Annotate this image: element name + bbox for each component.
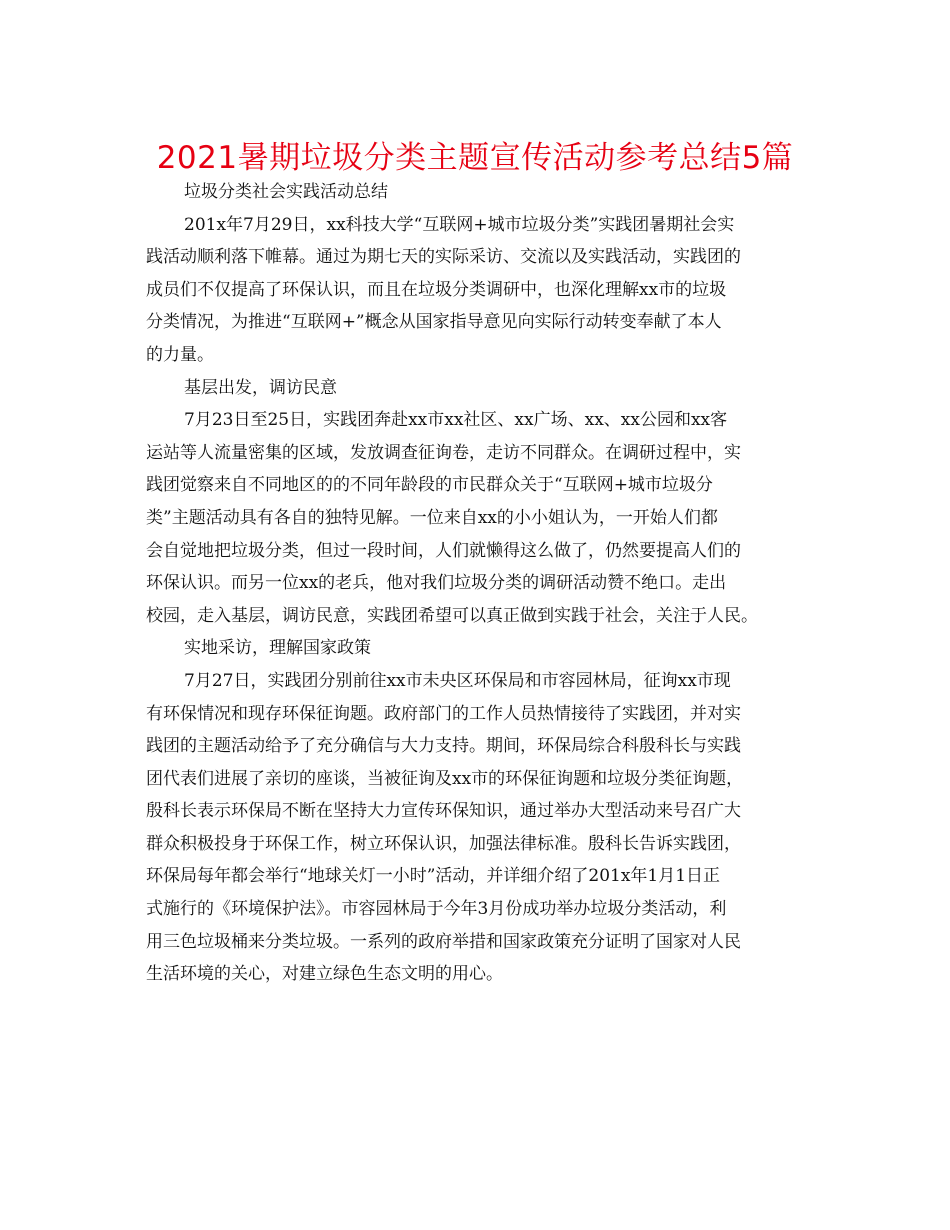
text-line: 会自觉地把垃圾分类，但过一段时间，人们就懒得这么做了，仍然要提高人们的 <box>146 540 741 561</box>
document-body <box>146 176 812 991</box>
text-line: 环保局每年都会举行“地球关灯一小时”活动，并详细介绍了201x年1月1日正 <box>146 866 721 887</box>
text-line: 殷科长表示环保局不断在坚持大力宣传环保知识，通过举办大型活动来号召广大 <box>146 801 741 822</box>
text-line: 垃圾分类社会实践活动总结 <box>184 182 388 202</box>
text-line: 践活动顺利落下帷幕。通过为期七天的实际采访、交流以及实践活动，实践团的 <box>146 247 741 268</box>
text-line: 201x年7月29日，xx科技大学“互联网+城市垃圾分类”实践团暑期社会实 <box>184 214 735 235</box>
text-line: 群众积极投身于环保工作，树立环保认识，加强法律标准。殷科长告诉实践团， <box>146 833 741 854</box>
document-title: 2021暑期垃圾分类主题宣传活动参考总结5篇 <box>156 140 794 176</box>
text-line: 类”主题活动具有各自的独特见解。一位来自xx的小小姐认为，一开始人们都 <box>146 507 718 528</box>
text-line: 生活环境的关心，对建立绿色生态文明的用心。 <box>146 964 503 985</box>
text-line: 成员们不仅提高了环保认识，而且在垃圾分类调研中，也深化理解xx市的垃圾 <box>146 279 727 300</box>
text-line: 的力量。 <box>146 344 214 365</box>
text-line: 分类情况，为推进“互联网+”概念从国家指导意见向实际行动转变奉献了本人 <box>146 312 722 333</box>
text-line: 团代表们进展了亲切的座谈，当被征询及xx市的环保征询题和垃圾分类征询题， <box>146 768 744 789</box>
text-line: 运站等人流量密集的区域，发放调查征询卷，走访不同群众。在调研过程中，实 <box>146 442 741 463</box>
text-line: 基层出发，调访民意 <box>184 377 337 398</box>
text-line: 7月27日，实践团分别前往xx市未央区环保局和市容园林局，征询xx市现 <box>184 670 731 691</box>
text-line: 校园，走入基层，调访民意，实践团希望可以真正做到实践于社会，关注于人民。 <box>146 605 758 626</box>
text-line: 有环保情况和现存环保征询题。政府部门的工作人员热情接待了实践团，并对实 <box>146 703 741 724</box>
text-line: 践团的主题活动给予了充分确信与大力支持。期间，环保局综合科殷科长与实践 <box>146 736 741 757</box>
text-line: 用三色垃圾桶来分类垃圾。一系列的政府举措和国家政策充分证明了国家对人民 <box>146 931 741 952</box>
text-line: 式施行的《环境保护法》。市容园林局于今年3月份成功举办垃圾分类活动，利 <box>146 899 727 920</box>
text-line: 实地采访，理解国家政策 <box>184 638 371 659</box>
text-line: 践团觉察来自不同地区的的不同年龄段的市民群众关于“互联网+城市垃圾分 <box>146 475 713 496</box>
text-line: 7月23日至25日，实践团奔赴xx市xx社区、xx广场、xx、xx公园和xx客 <box>184 410 728 431</box>
text-line: 环保认识。而另一位xx的老兵，他对我们垃圾分类的调研活动赞不绝口。走出 <box>146 573 727 594</box>
